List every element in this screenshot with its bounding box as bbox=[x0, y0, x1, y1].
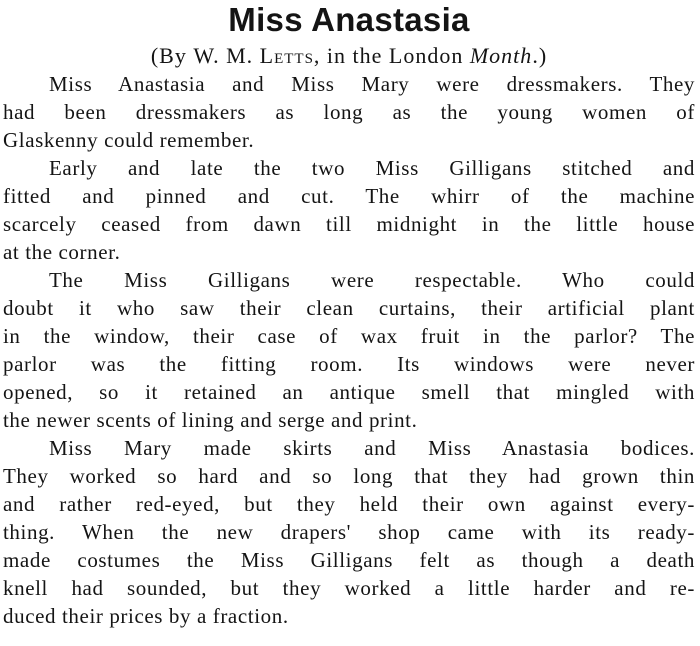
article-body bbox=[3, 70, 695, 630]
paragraph-line: thing. When the new drapers' shop came with its ready- bbox=[3, 520, 695, 544]
paragraph-line: Miss Anastasia and Miss Mary were dressmakers. They bbox=[49, 72, 695, 96]
paragraph bbox=[3, 154, 695, 266]
paragraph-line: Early and late the two Miss Gilligans stitched and bbox=[49, 156, 695, 180]
paragraph-line: parlor was the fitting room. Its windows were never bbox=[3, 352, 695, 376]
article-title: Miss Anastasia bbox=[228, 1, 470, 38]
byline-author: W. M. Letts bbox=[193, 43, 314, 68]
paragraph-line: duced their prices by a fraction. bbox=[3, 604, 289, 628]
paragraph bbox=[3, 434, 695, 630]
paragraph-line: doubt it who saw their clean curtains, their artificial plant bbox=[3, 296, 695, 320]
paragraph-line: They worked so hard and so long that they had grown thin bbox=[3, 464, 695, 488]
paragraph-line: and rather red-eyed, but they held their own against every- bbox=[3, 492, 695, 516]
paragraph-line: opened, so it retained an antique smell that mingled with bbox=[3, 380, 695, 404]
byline-publication: Month bbox=[469, 43, 533, 68]
paragraph-line: the newer scents of lining and serge and print. bbox=[3, 408, 418, 432]
paragraph-line: The Miss Gilligans were respectable. Who could bbox=[49, 268, 695, 292]
paragraph-line: in the window, their case of wax fruit in the parlor? The bbox=[3, 324, 695, 348]
paragraph-line: Miss Mary made skirts and Miss Anastasia bodices. bbox=[49, 436, 695, 460]
byline-close: .) bbox=[532, 43, 548, 68]
paragraph-line: scarcely ceased from dawn till midnight in the little house bbox=[3, 212, 695, 236]
article-byline bbox=[3, 42, 695, 70]
paragraph-line: at the corner. bbox=[3, 240, 121, 264]
paragraph-line: Glaskenny could remember. bbox=[3, 128, 255, 152]
paragraph bbox=[3, 70, 695, 154]
byline-open: (By bbox=[150, 43, 194, 68]
paragraph-line: made costumes the Miss Gilligans felt as though a death bbox=[3, 548, 695, 572]
byline-middle: , in the London bbox=[313, 43, 470, 68]
paragraph-line: had been dressmakers as long as the young women of bbox=[3, 100, 695, 124]
paragraph-line: knell had sounded, but they worked a little harder and re- bbox=[3, 576, 695, 600]
paragraph-line: fitted and pinned and cut. The whirr of the machine bbox=[3, 184, 695, 208]
paragraph bbox=[3, 266, 695, 434]
